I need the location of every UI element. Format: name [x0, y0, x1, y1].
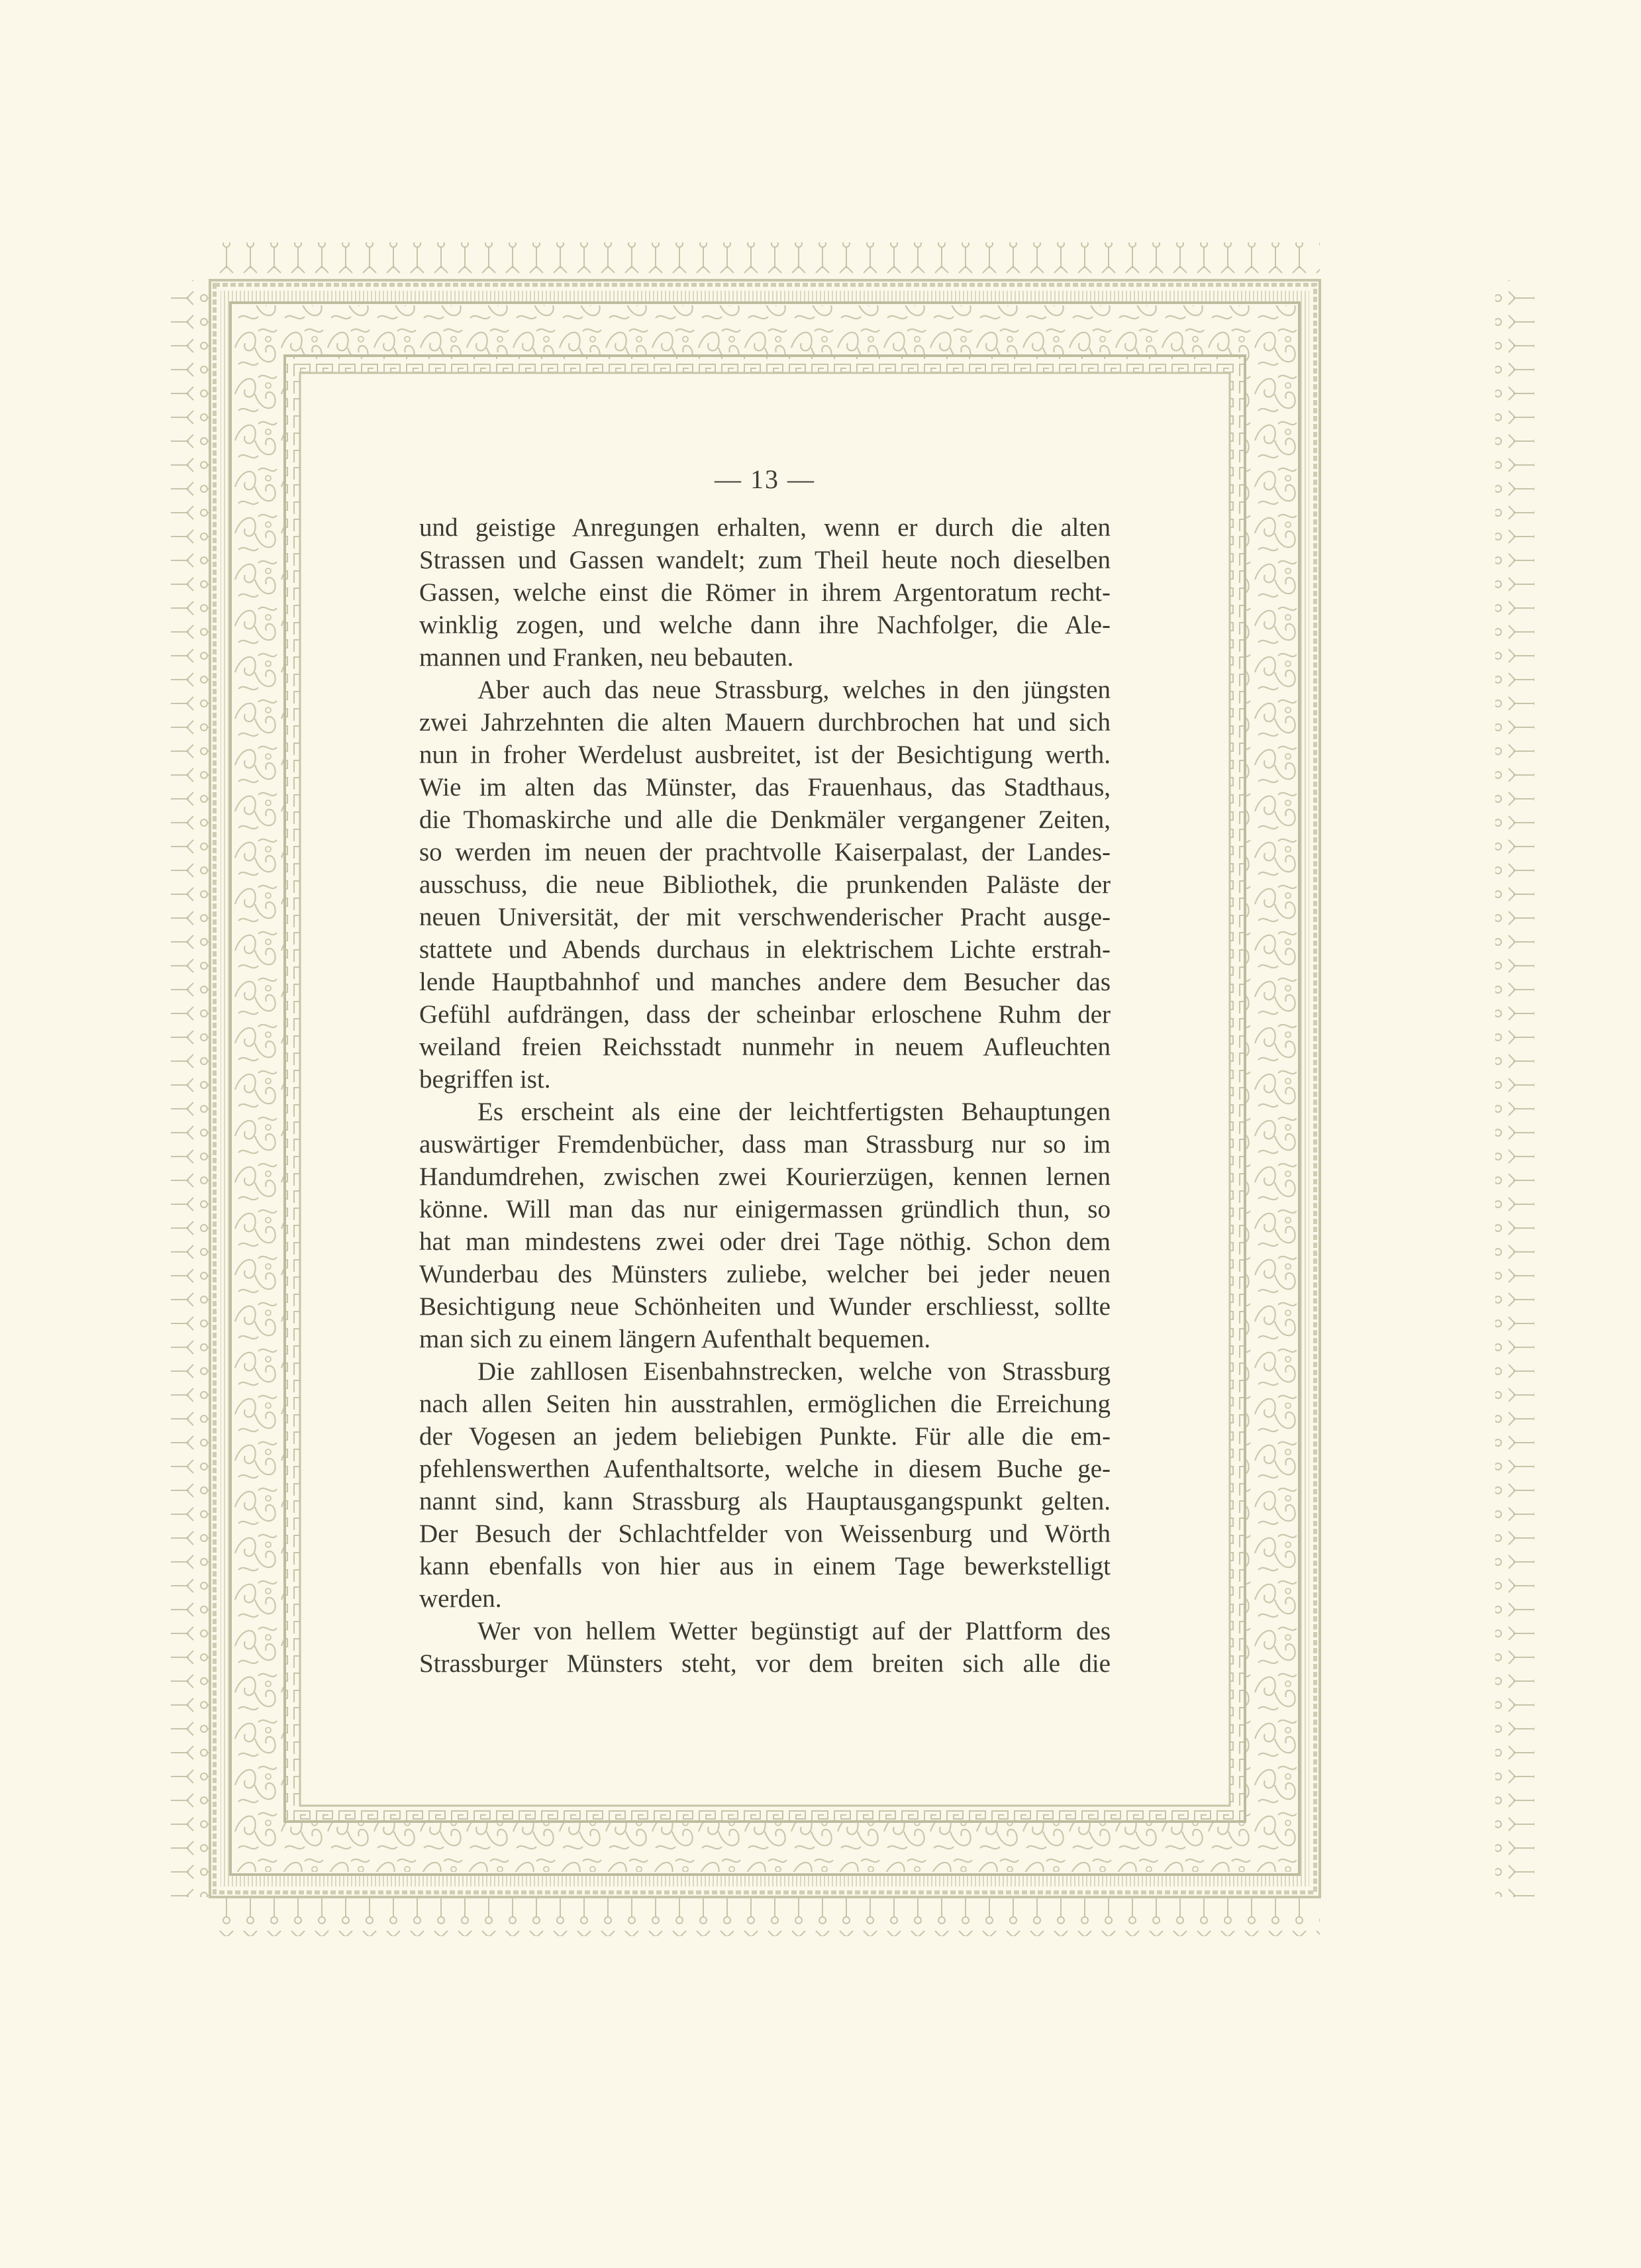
text-line: weiland freien Reichsstadt nunmehr in neuem Aufleuchten [419, 1033, 1111, 1061]
text-line: nannt sind, kann Strassburg als Hauptausgangspunkt gelten. [419, 1487, 1111, 1516]
text-line: könne. Will man das nur einigermassen gründlich thun, so [419, 1195, 1111, 1223]
body-text [419, 511, 1111, 1680]
text-line: werden. [419, 1584, 502, 1613]
paragraph [419, 1355, 1111, 1615]
text-line: Aber auch das neue Strassburg, welches in den jüngsten [477, 676, 1111, 704]
text-line: nach allen Seiten hin ausstrahlen, ermöglichen die Erreichung [419, 1390, 1111, 1418]
text-line: nun in froher Werdelust ausbreitet, ist der Besichtigung werth. [419, 741, 1111, 769]
text-line: begriffen ist. [419, 1065, 551, 1094]
text-line: Strassen und Gassen wandelt; zum Theil heute noch dieselben [419, 546, 1111, 574]
text-line: neuen Universität, der mit verschwenderischer Pracht ausge- [419, 903, 1111, 931]
text-line: ausschuss, die neue Bibliothek, die prunkenden Paläste der [419, 870, 1111, 899]
text-line: Besichtigung neue Schönheiten und Wunder erschliesst, sollte [419, 1292, 1111, 1321]
text-line: winklig zogen, und welche dann ihre Nachfolger, die Ale- [419, 611, 1111, 639]
text-line: Strassburger Münsters steht, vor dem breiten sich alle die [419, 1649, 1111, 1678]
text-line: Gefühl aufdrängen, dass der scheinbar erloschene Ruhm der [419, 1000, 1111, 1029]
text-line: Wie im alten das Münster, das Frauenhaus, das Stadthaus, [419, 773, 1111, 801]
text-line: Die zahllosen Eisenbahnstrecken, welche von Strassburg [477, 1357, 1111, 1386]
text-line: Wunderbau des Münsters zuliebe, welcher bei jeder neuen [419, 1260, 1111, 1288]
text-line: man sich zu einem längern Aufenthalt bequemen. [419, 1325, 931, 1353]
text-line: hat man mindestens zwei oder drei Tage nöthig. Schon dem [419, 1227, 1111, 1256]
text-line: Der Besuch der Schlachtfelder von Weissenburg und Wörth [419, 1520, 1111, 1548]
text-line: Handumdrehen, zwischen zwei Kourierzügen, kennen lernen [419, 1162, 1111, 1191]
paragraph [419, 1615, 1111, 1680]
text-line: lende Hauptbahnhof und manches andere dem Besucher das [419, 968, 1111, 996]
paragraph [419, 674, 1111, 1096]
text-line: mannen und Franken, neu bebauten. [419, 643, 794, 672]
text-line: Gassen, welche einst die Römer in ihrem Argentoratum recht- [419, 578, 1111, 607]
text-line: pfehlenswerthen Aufenthaltsorte, welche in diesem Buche ge- [419, 1455, 1111, 1483]
paragraph [419, 511, 1111, 674]
text-line: auswärtiger Fremdenbücher, dass man Strassburg nur so im [419, 1130, 1111, 1159]
text-line: kann ebenfalls von hier aus in einem Tage bewerkstelligt [419, 1552, 1111, 1580]
text-line: und geistige Anregungen erhalten, wenn er durch die alten [419, 513, 1111, 542]
page-number: — 13 — [715, 464, 815, 494]
text-line: stattete und Abends durchaus in elektrischem Lichte erstrah- [419, 935, 1111, 964]
text-line: der Vogesen an jedem beliebigen Punkte. Für alle die em- [419, 1422, 1111, 1451]
text-line: so werden im neuen der prachtvolle Kaiserpalast, der Landes- [419, 838, 1111, 866]
text-line: zwei Jahrzehnten die alten Mauern durchbrochen hat und sich [419, 708, 1111, 737]
text-line: Es erscheint als eine der leichtfertigsten Behauptungen [477, 1098, 1111, 1126]
paragraph [419, 1096, 1111, 1355]
text-line: die Thomaskirche und alle die Denkmäler vergangener Zeiten, [419, 805, 1111, 834]
text-line: Wer von hellem Wetter begünstigt auf der Plattform des [477, 1617, 1111, 1645]
